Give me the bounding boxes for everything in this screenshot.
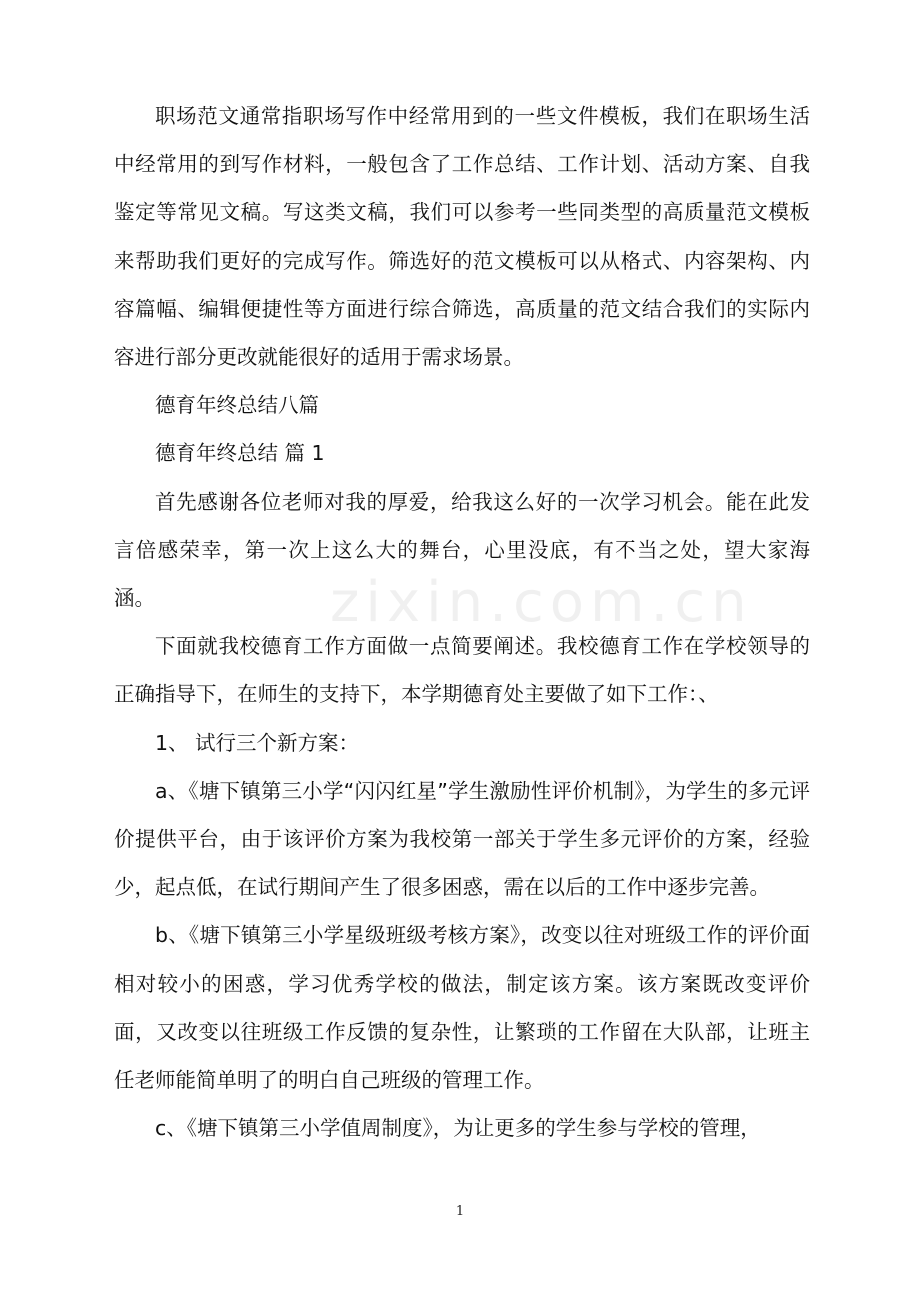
intro-paragraph: 职场范文通常指职场写作中经常用到的一些文件模板，我们在职场生活中经常用的到写作材料，一般包含了工作总结、工作计划、活动方案、自我鉴定等常见文稿。写这类文稿，我们可以参考一些同类型的高质量范文模板来帮助我们更好的完成写作。筛选好的范文模板可以从格式、内容架构、内容篇幅、编辑便捷性等方面进行综合筛选，高质量的范文结合我们的实际内容进行部分更改就能很好的适用于需求场景。 [114,104,810,370]
body-paragraph: 首先感谢各位老师对我的厚爱，给我这么好的一次学习机会。能在此发言倍感荣幸，第一次上这么大的舞台，心里没底，有不当之处，望大家海涵。 [114,489,810,611]
section-heading: 德育年终总结 篇 1 [155,441,325,466]
document-body [114,92,810,1152]
body-paragraph: 下面就我校德育工作方面做一点简要阐述。我校德育工作在学校领导的正确指导下，在师生的支持下，本学期德育处主要做了如下工作：、 [114,634,810,707]
list-item-a: a、《塘下镇第三小学“闪闪红星”学生激励性评价机制》，为学生的多元评价提供平台，由于该评价方案为我校第一部关于学生多元评价的方案，经验少，起点低，在试行期间产生了很多困惑，需在以后的工作中逐步完善。 [114,778,810,900]
page-number: 1 [455,1204,465,1219]
list-item-c: c、《塘下镇第三小学值周制度》，为让更多的学生参与学校的管理， [155,1116,761,1141]
list-heading: 1、 试行三个新方案： [155,730,360,755]
document-title: 德育年终总结八篇 [155,393,319,418]
watermark-text: zixin.com.cn [330,570,753,635]
list-item-b: b、《塘下镇第三小学星级班级考核方案》，改变以往对班级工作的评价面相对较小的困惑，学习优秀学校的做法，制定该方案。该方案既改变评价面，又改变以往班级工作反馈的复杂性，让繁琐的工作留在大队部，让班主任老师能简单明了的明白自己班级的管理工作。 [114,923,810,1093]
